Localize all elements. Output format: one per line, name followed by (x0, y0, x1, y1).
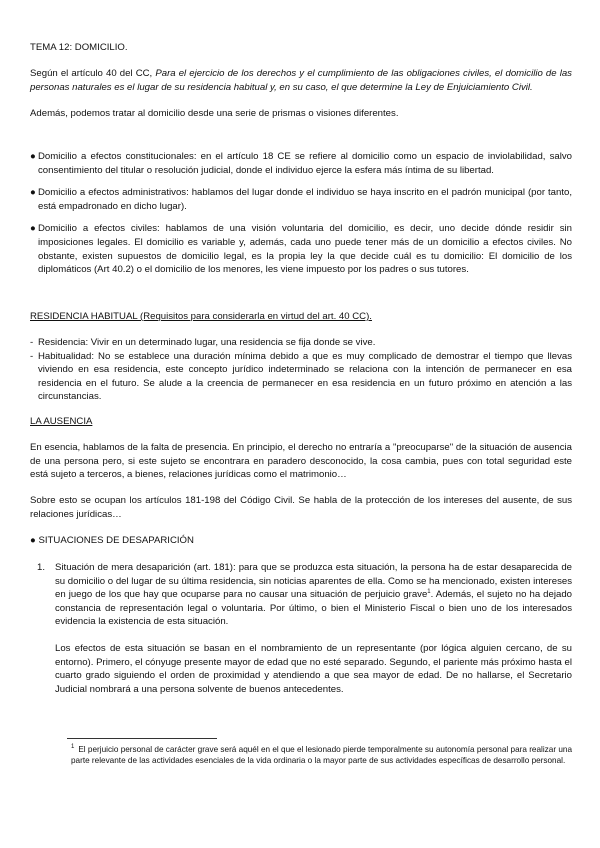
situaciones-numbered-list (37, 561, 572, 696)
prisms-paragraph: Además, podemos tratar al domicilio desde una serie de prismas o visiones diferentes. (30, 108, 399, 120)
item-1-paragraph-2: Los efectos de esta situación se basan en el nombramiento de un representante (por lógica alguien cercano, de su entorno). Primero, el cónyuge presente mayor de edad que no esté separado. Segundo, el pariente más próximo hasta el cuarto grado siguiendo el orden de proximidad y atendiendo a que sea mayor de edad. De no hallarse, el Secretario Judicial nombrará a una persona solvente de buenos antecedentes. (55, 642, 572, 695)
footnote (71, 744, 572, 766)
dash-marker: - (30, 350, 34, 362)
dash-marker: - (30, 337, 34, 348)
bullet-marker: ● (30, 187, 36, 199)
ausencia-heading: LA AUSENCIA (30, 416, 93, 427)
intro-italic-quote: Para el ejercicio de los derechos y el cumplimiento de las obligaciones civiles, el domicilio de las personas naturales es el lugar de su residencia habitual y, en su caso, el que determine la Ley de Enjuiciamiento Civil. (30, 68, 572, 93)
habitualidad-item-text: Habitualidad: No se establece una duración mínima debido a que es muy complicado de demostrar el tiempo que llevas viviendo en esa residencia, este concepto jurídico indeterminado se relaciona con la intención de permanecer en esa residencia en el futuro. Se alude a la creencia de permanecer en esa residencia en un futuro próximo en atención a las circunstancias. (38, 350, 572, 403)
residencia-heading: RESIDENCIA HABITUAL (Requisitos para considerarla en virtud del art. 40 CC). (30, 311, 372, 322)
habitualidad-item (30, 350, 572, 404)
ausencia-paragraph-2: Sobre esto se ocupan los artículos 181-198 del Código Civil. Se habla de la protección de los intereses del ausente, de sus relaciones jurídicas… (30, 495, 572, 520)
bullet-item-civil (30, 222, 572, 276)
residencia-list (30, 336, 572, 404)
footnote-separator (67, 738, 217, 739)
situaciones-heading: ● SITUACIONES DE DESAPARICIÓN (30, 535, 194, 546)
item-number: 1. (37, 562, 46, 573)
bullet-marker: ● (30, 223, 36, 235)
bullet-text: Domicilio a efectos civiles: hablamos de una visión voluntaria del domicilio, es decir, uno decide dónde residir sin imposiciones legales. El domicilio es variable y, además, cada uno puede tener más de un domicilio a efectos civiles. No obstante, existen supuestos de domicilio legal, es la propia ley la que decide cuál es tu domicilio: El domicilio de los diplomáticos (Art 40.2) o el domicilio de los menores, les viene impuesto por los padres o sus tutores. (38, 223, 572, 276)
residencia-item (30, 336, 572, 350)
bullet-marker: ● (30, 151, 36, 162)
ausencia-paragraph-1: En esencia, hablamos de la falta de presencia. En principio, el derecho no entraría a "preocuparse" de la situación de ausencia de una persona pero, si este sujeto se encontrara en paradero desconocido, la cosa cambia, pues con total seguridad este está sujeto a terceros, a bienes, relaciones jurídicas como el matrimonio… (30, 442, 572, 481)
footnote-ref: 1 (427, 589, 431, 595)
intro-plain-text: Según el artículo 40 del CC, (30, 68, 156, 79)
bullet-item-constitucional (30, 150, 572, 177)
footnote-number: 1 (71, 744, 75, 751)
footnote-text: El perjuicio personal de carácter grave será aquél en el que el lesionado pierde temporalmente su autonomía personal para realizar una parte relevante de las actividades esenciales de la vida ordinaria o la mayor parte de sus actividades específicas de desarrollo personal. (71, 745, 572, 765)
numbered-item-1 (37, 561, 572, 696)
residencia-item-text: Residencia: Vivir en un determinado lugar, una residencia se fija donde se vive. (38, 337, 376, 348)
intro-paragraph (30, 67, 572, 121)
item-1-text-a: Situación de mera desaparición (art. 181): para que se produzca esta situación, la persona ha de estar desaparecida de su domicilio o del lugar de su última residencia, sin noticias aparentes de ella. Como se ha mencionado, existen intereses en juego de los que hay que ocuparse para no causar una situación de perjuicio grave (55, 562, 572, 601)
item-1-paragraph-1 (55, 561, 572, 629)
bullet-text: Domicilio a efectos constitucionales: en el artículo 18 CE se refiere al domicilio como un espacio de inviolabilidad, salvo consentimiento del titular o resolución judicial, donde el individuo ejerce la esfera más íntima de su libertad. (38, 151, 572, 176)
bullet-item-administrativo (30, 186, 572, 213)
item-1-text-b: . Además, el sujeto no ha dejado constancia de representación legal o voluntaria. Por último, o bien el Ministerio Fiscal o bien uno de los interesados evidencia la existencia de esta situación. (55, 589, 572, 628)
domicilio-bullet-list (30, 150, 572, 286)
document-title: TEMA 12: DOMICILIO. (30, 42, 128, 53)
bullet-text: Domicilio a efectos administrativos: hablamos del lugar donde el individuo se haya inscrito en el padrón municipal (por tanto, está empadronado en dicho lugar). (38, 187, 572, 212)
